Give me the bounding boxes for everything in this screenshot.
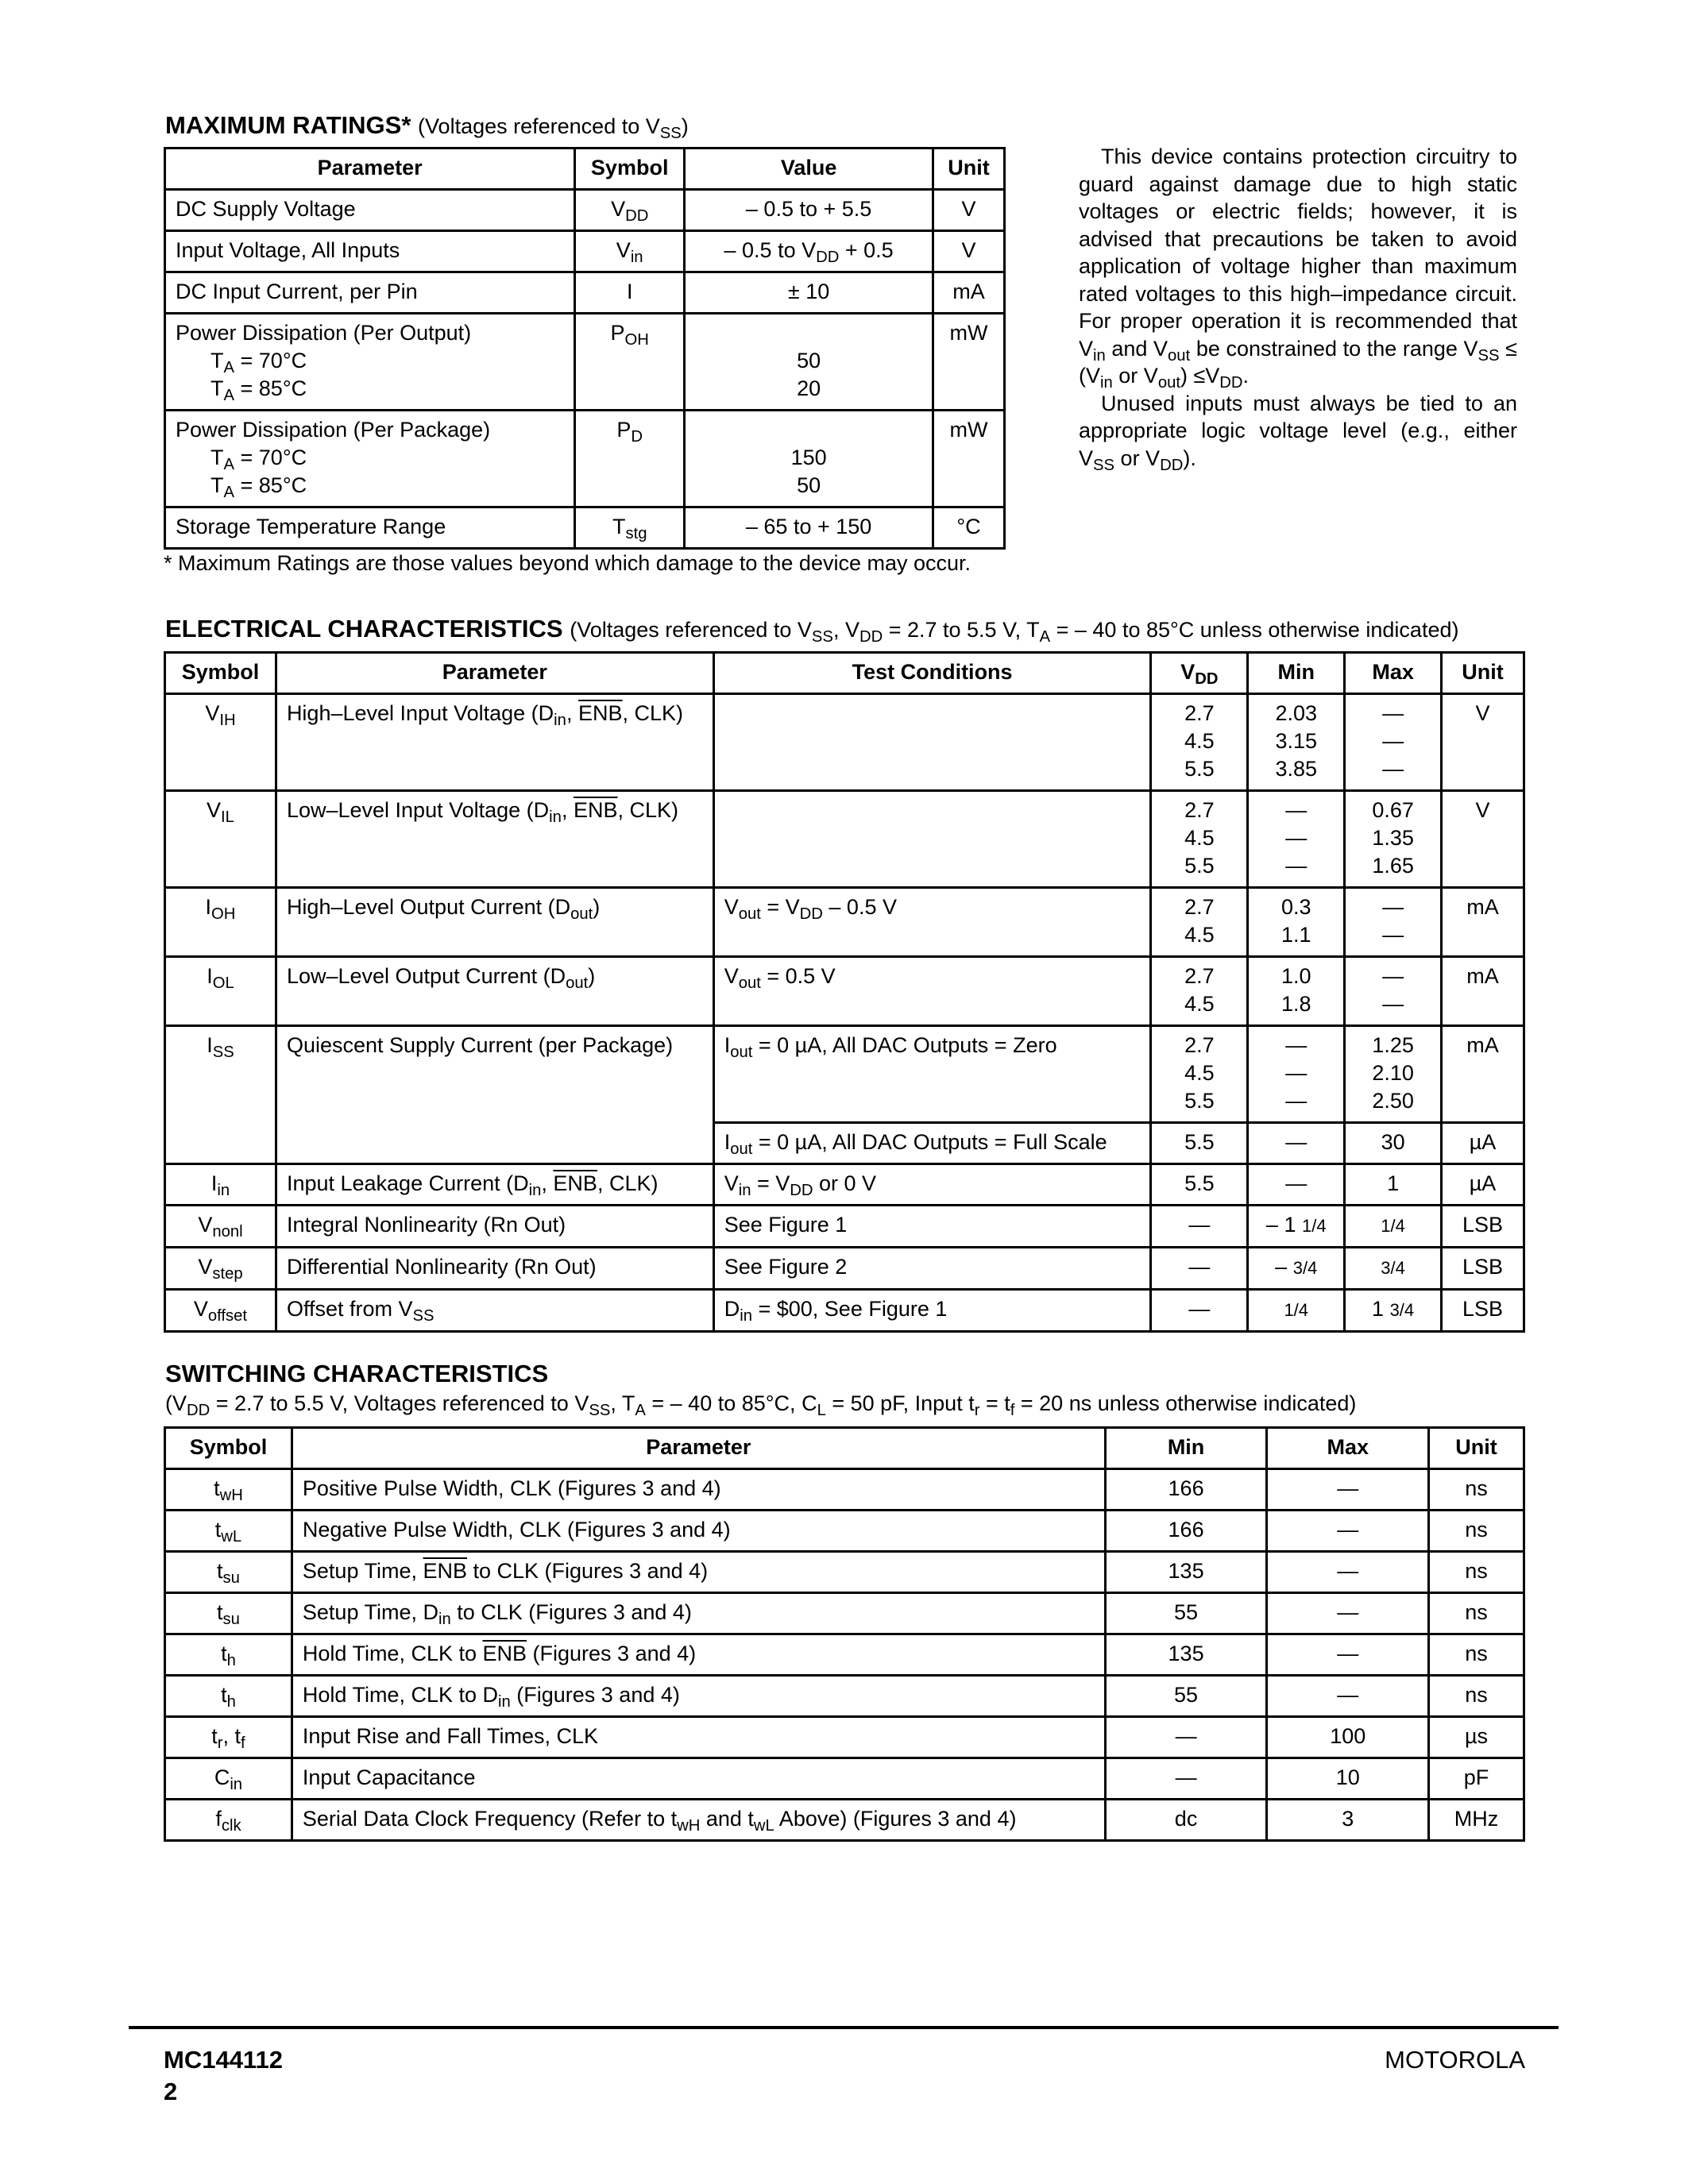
table-header-row xyxy=(165,653,1524,694)
col-header: Unit xyxy=(1429,1428,1524,1469)
max-ratings-heading xyxy=(165,111,689,143)
max-ratings-note: (Voltages referenced to $V_{SS}$) xyxy=(418,114,689,143)
switching-heading: SWITCHING CHARACTERISTICS xyxy=(165,1360,549,1387)
col-header: $V_{DD}$ xyxy=(1151,653,1248,694)
electrical-heading xyxy=(165,615,1459,646)
table-row: Storage Temperature Range $T_{stg}$ – 65 to + 150 °C xyxy=(165,507,1005,549)
table-row: $V_{nonl}$ Integral Nonlinearity (Rn Out) See Figure 1 — – 1 1/4 1/4 LSB xyxy=(165,1206,1524,1248)
table-row: $V_{IL}$ Low–Level Input Voltage ($D_{in}$, $\overline{ENB}$, CLK) 2.7 4.5 5.5 — — — 0.67 1.35 1.65 V xyxy=(165,791,1524,888)
table-row: $t_h$ Hold Time, CLK to $D_{in}$ (Figures 3 and 4) 55 — ns xyxy=(165,1676,1524,1717)
electrical-table xyxy=(164,651,1525,1333)
table-row: $V_{offset}$ Offset from $V_{SS}$ $D_{in}$ = $00, See Figure 1 — 1/4 1 3/4 LSB xyxy=(165,1290,1524,1332)
table-row: $f_{clk}$ Serial Data Clock Frequency (Refer to $t_{wH}$ and $t_{wL}$ Above) (Figures 3 and 4) dc 3 MHz xyxy=(165,1800,1524,1841)
col-header: Parameter xyxy=(165,149,575,190)
table-row: $I_{SS}$ Quiescent Supply Current (per Package) $I_{out} = 0$ µA, All DAC Outputs = Zero 2.7 4.5 5.5 — — — 1.25 2.10 2.50 mA xyxy=(165,1026,1524,1123)
footer-rule xyxy=(129,2026,1559,2029)
table-row: Input Voltage, All Inputs $V_{in}$ – 0.5 to $V_{DD} + 0.5$ V xyxy=(165,231,1005,272)
electrical-note: (Voltages referenced to $V_{SS}$, $V_{DD} = 2.7$ to 5.5 V, $T_A$ = – 40 to 85°C unless otherwise indicated) xyxy=(570,618,1459,646)
col-header: Parameter xyxy=(292,1428,1105,1469)
col-header: Unit xyxy=(1442,653,1524,694)
col-header: Max xyxy=(1345,653,1442,694)
col-header: Symbol xyxy=(575,149,685,190)
table-row: $t_{wH}$ Positive Pulse Width, CLK (Figures 3 and 4) 166 — ns xyxy=(165,1469,1524,1511)
max-ratings-table xyxy=(164,147,1006,550)
footer-brand: MOTOROLA xyxy=(1385,2046,1525,2074)
table-header-row xyxy=(165,1428,1524,1469)
col-header: Max xyxy=(1267,1428,1429,1469)
switching-note: ($V_{DD} = 2.7$ to 5.5 V, Voltages referenced to $V_{SS}$, $T_A$ = – 40 to 85°C, $C_L = 50$ pF, Input $t_r = t_f = 20$ ns unless otherwise indicated) xyxy=(165,1391,1357,1420)
footer-page-number: 2 xyxy=(164,2078,178,2105)
table-row: $I_{in}$ Input Leakage Current ($D_{in}$, $\overline{ENB}$, CLK) $V_{in} = V_{DD}$ or 0 V 5.5 — 1 µA xyxy=(165,1164,1524,1206)
col-header: Test Conditions xyxy=(713,653,1151,694)
table-row: $I_{out} = 0$ µA, All DAC Outputs = Full Scale 5.5 — 30 µA xyxy=(165,1123,1524,1164)
table-row: Power Dissipation (Per Output) $T_A = 70^\circ C$ $T_A = 85^\circ C$ $P_{OH}$ 50 20 mW xyxy=(165,314,1005,411)
col-header: Min xyxy=(1248,653,1345,694)
col-header: Min xyxy=(1105,1428,1267,1469)
table-row: $I_{OH}$ High–Level Output Current $(D_{out})$ $V_{out} = V_{DD} - 0.5$ V 2.7 4.5 0.3 1.1 — — mA xyxy=(165,888,1524,957)
protection-note: This device contains protection circuitry to guard against damage due to high static voltages or electric fields; however, it is advised that precautions be taken to avoid application of voltage higher than maximum rated voltages to this high–impedance circuit. For proper operation it is recommended that $V_{in}$ and $V_{out}$ be constrained to the range $V_{SS} \le (V_{in}$ or $V_{out}) \le V_{DD}$. Unused inputs must always be tied to an appropriate logic voltage level (e.g., either $V_{SS}$ or $V_{DD}$). xyxy=(1079,145,1517,474)
table-row: $V_{step}$ Differential Nonlinearity (Rn Out) See Figure 2 — – 3/4 3/4 LSB xyxy=(165,1248,1524,1290)
table-row: $t_h$ Hold Time, CLK to $\overline{ENB}$ (Figures 3 and 4) 135 — ns xyxy=(165,1634,1524,1676)
col-header: Symbol xyxy=(165,1428,292,1469)
table-row: $t_r$, $t_f$ Input Rise and Fall Times, CLK — 100 µs xyxy=(165,1717,1524,1758)
table-row: $t_{wL}$ Negative Pulse Width, CLK (Figures 3 and 4) 166 — ns xyxy=(165,1511,1524,1552)
table-row: DC Supply Voltage $V_{DD}$ – 0.5 to + 5.5 V xyxy=(165,190,1005,231)
table-header-row xyxy=(165,149,1005,190)
table-row: $I_{OL}$ Low–Level Output Current $(D_{out})$ $V_{out} = 0.5$ V 2.7 4.5 1.0 1.8 — — mA xyxy=(165,957,1524,1026)
col-header: Symbol xyxy=(165,653,276,694)
table-row: Power Dissipation (Per Package) $T_A = 70^\circ C$ $T_A = 85^\circ C$ $P_D$ 150 50 mW xyxy=(165,411,1005,507)
table-row: $t_{su}$ Setup Time, $\overline{ENB}$ to CLK (Figures 3 and 4) 135 — ns xyxy=(165,1552,1524,1593)
table-row: $t_{su}$ Setup Time, $D_{in}$ to CLK (Figures 3 and 4) 55 — ns xyxy=(165,1593,1524,1634)
table-row: $V_{IH}$ High–Level Input Voltage ($D_{in}$, $\overline{ENB}$, CLK) 2.7 4.5 5.5 2.03 3.15 3.85 — — — V xyxy=(165,694,1524,791)
col-header: Value xyxy=(685,149,933,190)
col-header: Unit xyxy=(933,149,1005,190)
max-ratings-title: MAXIMUM RATINGS* xyxy=(165,111,411,139)
col-header: Parameter xyxy=(276,653,713,694)
switching-table xyxy=(164,1426,1525,1842)
table-row: $C_{in}$ Input Capacitance — 10 pF xyxy=(165,1758,1524,1800)
footer-part-number: MC144112 xyxy=(164,2046,283,2074)
electrical-title: ELECTRICAL CHARACTERISTICS xyxy=(165,615,563,642)
max-ratings-footnote: * Maximum Ratings are those values beyond which damage to the device may occur. xyxy=(164,551,971,575)
table-row: DC Input Current, per Pin I ± 10 mA xyxy=(165,272,1005,314)
